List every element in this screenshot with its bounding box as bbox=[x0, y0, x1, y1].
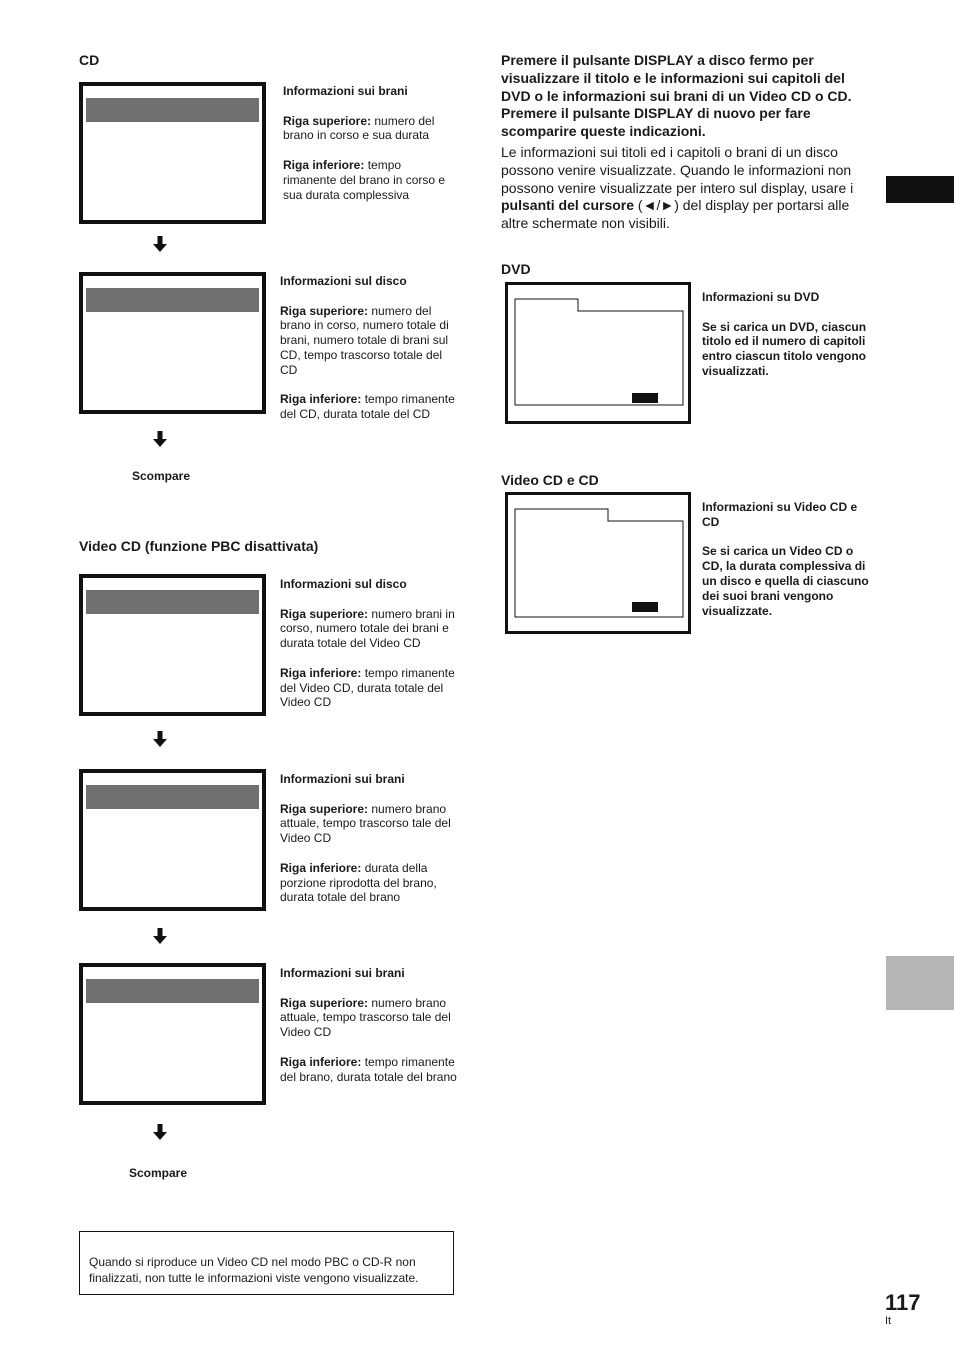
note-cd-track: Informazioni sui brani Riga superiore: numero del brano in corso e sua durata Riga inferiore: tempo rimanente del brano in corso e sua durata complessiva bbox=[283, 84, 453, 217]
vcdcd-heading: Video CD e CD bbox=[501, 472, 599, 488]
intro-bold: Premere il pulsante DISPLAY a disco fermo per visualizzare il titolo e le informazioni sui capitoli del DVD o le informazioni sui brani di un Video CD o CD. Premere il pulsante DISPLAY di nuovo per fare scomparire queste indicazioni. bbox=[501, 52, 852, 140]
dvd-heading: DVD bbox=[501, 261, 531, 277]
language-code: It bbox=[885, 1315, 892, 1327]
info-bar bbox=[86, 785, 259, 809]
note-box: Quando si riproduce un Video CD nel modo PBC o CD-R non finalizzati, non tutte le informazioni viste vengono visualizzate. bbox=[79, 1231, 454, 1295]
note-title: Informazioni sui brani bbox=[283, 84, 408, 98]
cd-heading: CD bbox=[79, 52, 100, 68]
section-tab-grey bbox=[886, 956, 954, 1010]
arrow-down-icon bbox=[153, 1124, 167, 1140]
arrow-down-icon bbox=[153, 431, 167, 447]
note-title: Informazioni sui brani bbox=[280, 772, 405, 786]
tv-screen-cd-disc bbox=[79, 272, 266, 414]
arrow-down-icon bbox=[153, 731, 167, 747]
vcd-disappear-label: Scompare bbox=[129, 1166, 188, 1180]
screen-frame-graphic bbox=[508, 495, 688, 631]
tv-screen-vcd-disc bbox=[79, 574, 266, 716]
cd-disappear-label: Scompare bbox=[132, 469, 191, 483]
tv-screen-cd-track bbox=[79, 82, 266, 224]
note-dvd: Informazioni su DVD Se si carica un DVD, ciascun titolo ed il numero di capitoli entro ciascun titolo vengono visualizzati. bbox=[702, 290, 874, 394]
note-title: Informazioni sul disco bbox=[280, 274, 407, 288]
screen-frame-graphic bbox=[508, 285, 688, 421]
tv-screen-vcd-track-elapsed bbox=[79, 769, 266, 911]
info-bar bbox=[86, 288, 259, 312]
vcd-heading: Video CD (funzione PBC disattivata) bbox=[79, 538, 319, 554]
note-title: Informazioni sul disco bbox=[280, 577, 407, 591]
arrow-down-icon bbox=[153, 928, 167, 944]
note-title: Informazioni su DVD bbox=[702, 290, 820, 304]
note-vcd-disc: Informazioni sul disco Riga superiore: numero brani in corso, numero totale dei brani e durata totale del Video CD Riga inferiore: tempo rimanente del Video CD, durata totale del Video CD bbox=[280, 577, 458, 725]
info-bar bbox=[86, 590, 259, 614]
tv-screen-vcd-track-remaining bbox=[79, 963, 266, 1105]
note-title: Informazioni su Video CD e CD bbox=[702, 500, 858, 529]
note-vcd-track-elapsed: Informazioni sui brani Riga superiore: numero brano attuale, tempo trascorso tale del Video CD Riga inferiore: durata della porzione riprodotta del brano, durata totale del brano bbox=[280, 772, 458, 920]
tv-screen-vcd-cd bbox=[505, 492, 691, 634]
note-vcd-cd: Informazioni su Video CD e CD Se si carica un Video CD o CD, la durata complessiva di un disco e quella di ciascuno dei suoi brani vengono visualizzate. bbox=[702, 500, 872, 633]
page-number: 117 bbox=[885, 1290, 921, 1315]
note-vcd-track-remaining: Informazioni sui brani Riga superiore: numero brano attuale, tempo trascorso tale del Video CD Riga inferiore: tempo rimanente del brano, durata totale del brano bbox=[280, 966, 457, 1084]
note-cd-disc: Informazioni sul disco Riga superiore: numero del brano in corso, numero totale di brani, numero totale di brani sul CD, tempo trascorso totale del CD Riga inferiore: tempo rimanente del CD, durata totale del CD bbox=[280, 274, 455, 422]
arrow-down-icon bbox=[153, 236, 167, 252]
tv-screen-dvd bbox=[505, 282, 691, 424]
section-tab-dark bbox=[886, 176, 954, 203]
info-bar bbox=[86, 98, 259, 122]
intro-text: Premere il pulsante DISPLAY a disco fermo per visualizzare il titolo e le informazioni sui capitoli del DVD o le informazioni sui brani di un Video CD o CD. Premere il pulsante DISPLAY di nuovo per fare scomparire queste indicazioni. Le informazioni sui titoli ed i capitoli o brani di un disco possono venire visualizzate. Quando le informazioni non possono venire visualizzate per intero sul display, usare i pulsanti del cursore (◄/►) del display per portarsi alle altre schermate non visibili. bbox=[501, 52, 876, 236]
note-title: Informazioni sui brani bbox=[280, 966, 405, 980]
info-bar bbox=[86, 979, 259, 1003]
